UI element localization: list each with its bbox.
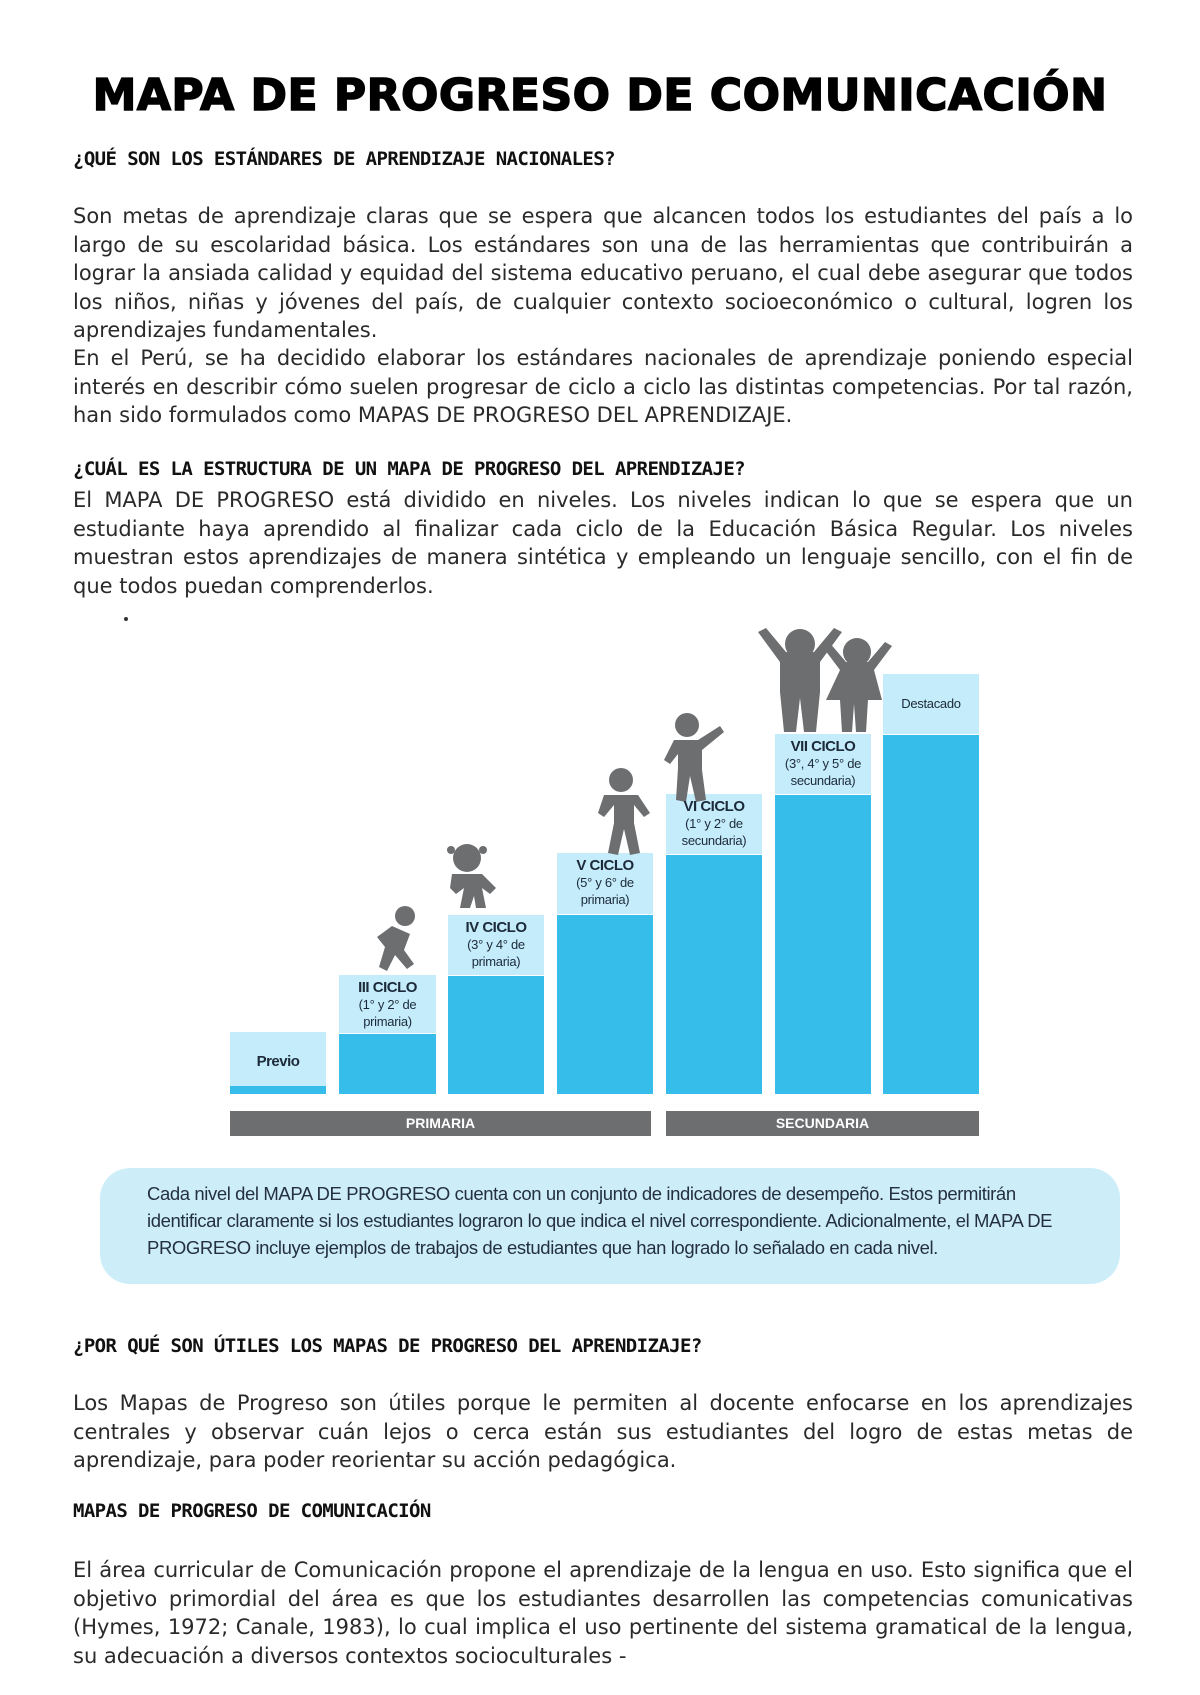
girl-arms-raised-icon bbox=[822, 638, 892, 732]
paragraph-usefulness: Los Mapas de Progreso son útiles porque le permiten al docente enfocarse en los aprendizajes centrales y observar cuán lejos o cerca están sus estudiantes del logro de estas metas de aprendizaje, para poder reorientar su acción pedagógica. bbox=[73, 1391, 1133, 1472]
step-label-iv bbox=[448, 919, 544, 970]
paragraph-standards-definition: Son metas de aprendizaje claras que se espera que alcancen todos los estudiantes del país a lo largo de su escolaridad básica. Los estándares son una de las herramientas que contribuirán a lograr la ansiada calidad y equidad del sistema educativo peruano, el cual debe asegurar que todos los niños, niñas y jóvenes del país, de cualquier contexto socioeconómico o cultural, logren los aprendizajes fundamentales. bbox=[73, 204, 1133, 342]
child-waving-icon bbox=[664, 713, 724, 802]
step-vii-level: VII CICLO bbox=[790, 738, 856, 755]
step-v-level: V CICLO bbox=[576, 857, 634, 874]
step-destacado bbox=[883, 674, 979, 1094]
step-iii-grades: (1° y 2° de primaria) bbox=[358, 997, 417, 1029]
step-destacado-level: Destacado bbox=[901, 696, 961, 711]
child-crawling-icon bbox=[377, 906, 415, 971]
step-label-previo bbox=[230, 1053, 326, 1070]
band-label-secundaria: SECUNDARIA bbox=[775, 1115, 870, 1131]
step-vi-level: VI CICLO bbox=[683, 798, 745, 815]
step-iii-level: III CICLO bbox=[358, 979, 417, 996]
step-label-vi bbox=[666, 798, 762, 849]
section-heading-standards: ¿QUÉ SON LOS ESTÁNDARES DE APRENDIZAJE NACIONALES? bbox=[73, 148, 615, 170]
info-callout-text: Cada nivel del MAPA DE PROGRESO cuenta con un conjunto de indicadores de desempeño. Estos permitirán identificar claramente si los estudiantes lograron lo que indica el nivel correspondiente. Adicionalmente, el MAPA DE PROGRESO incluye ejemplos de trabajos de estudiantes que han logrado lo señalado en cada nivel. bbox=[147, 1183, 1053, 1258]
section-heading-communication-maps: MAPAS DE PROGRESO DE COMUNICACIÓN bbox=[73, 1500, 431, 1522]
step-vi-grades: (1° y 2° de secundaria) bbox=[681, 816, 747, 848]
step-label-vii bbox=[775, 738, 871, 789]
step-previo-level: Previo bbox=[256, 1053, 300, 1070]
page-title: MAPA DE PROGRESO DE COMUNICACIÓN bbox=[92, 70, 1108, 121]
paragraph-structure: El MAPA DE PROGRESO está dividido en niveles. Los niveles indican lo que se espera que un estudiante haya aprendido al finalizar cada ciclo de la Educación Básica Regular. Los niveles muestran estos aprendizajes de manera sintética y empleando un lenguaje sencillo, con el fin de que todos puedan comprenderlos. bbox=[73, 488, 1133, 598]
step-v-grades: (5° y 6° de primaria) bbox=[576, 875, 634, 907]
step-iv-level: IV CICLO bbox=[465, 919, 527, 936]
step-label-destacado bbox=[883, 695, 979, 712]
step-vii-grades: (3°, 4° y 5° de secundaria) bbox=[784, 756, 862, 788]
step-label-v bbox=[557, 857, 653, 908]
section-heading-usefulness: ¿POR QUÉ SON ÚTILES LOS MAPAS DE PROGRESO DEL APRENDIZAJE? bbox=[73, 1335, 702, 1357]
child-standing-icon bbox=[598, 768, 650, 855]
step-iv-grades: (3° y 4° de primaria) bbox=[467, 937, 525, 969]
child-girl-pigtails-icon bbox=[447, 844, 496, 908]
step-label-iii bbox=[339, 979, 436, 1030]
band-label-primaria: PRIMARIA bbox=[405, 1115, 476, 1131]
paragraph-standards-peru: En el Perú, se ha decidido elaborar los estándares nacionales de aprendizaje poniendo especial interés en describir cómo suelen progresar de ciclo a ciclo las distintas competencias. Por tal razón, han sido formulados como MAPAS DE PROGRESO DEL APRENDIZAJE. bbox=[73, 346, 1133, 427]
paragraph-communication-maps: El área curricular de Comunicación propone el aprendizaje de la lengua en uso. Esto significa que el objetivo primordial del área es que los estudiantes desarrollen las competencias comunicativas (Hymes, 1972; Canale, 1983), lo cual implica el uso pertinente del sistema gramatical de la lengua, su adecuación a diversos contextos socioculturales - bbox=[73, 1558, 1133, 1668]
section-heading-structure: ¿CUÁL ES LA ESTRUCTURA DE UN MAPA DE PROGRESO DEL APRENDIZAJE? bbox=[73, 458, 746, 480]
